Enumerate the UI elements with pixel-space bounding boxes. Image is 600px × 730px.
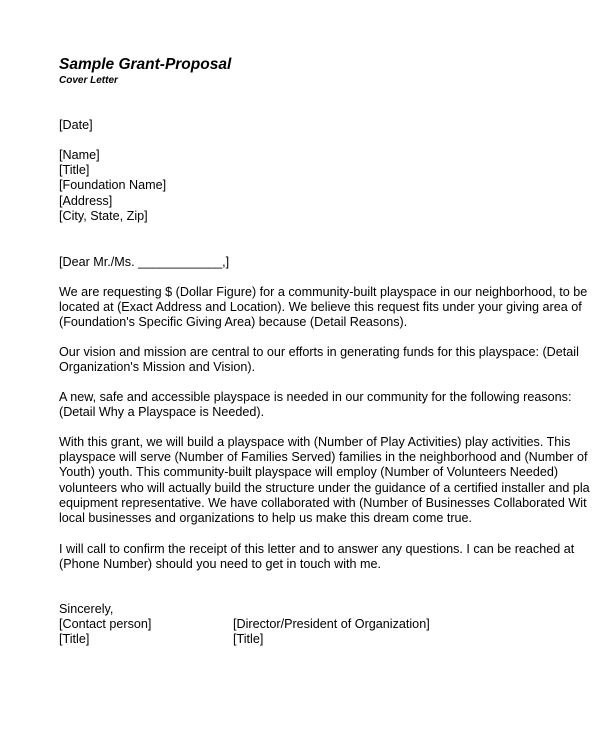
recipient-name: [Name] [59, 148, 100, 162]
recipient-address-line: [Address] [59, 193, 113, 208]
date-line [59, 118, 93, 133]
signature-contact-person: [Contact person] [59, 617, 152, 631]
closing [59, 602, 113, 617]
closing-text: Sincerely, [59, 602, 114, 616]
paragraph-line: Organization's Mission and Vision). [59, 360, 256, 375]
paragraph-line: playspace will serve (Number of Families Served) families in the neighborhood and (Number of [59, 450, 588, 465]
paragraph-line: located at (Exact Address and Location). We believe this request fits under your giving area of [59, 300, 582, 315]
salutation-text: [Dear Mr./Ms. ____________,] [59, 255, 230, 269]
paragraph-line: (Detail Why a Playspace is Needed). [59, 405, 265, 420]
recipient-title: [Title] [59, 163, 90, 178]
paragraph-mission [59, 345, 579, 375]
paragraph-line: Our vision and mission are central to our efforts in generating funds for this playspace: (Detail [59, 345, 579, 359]
paragraph-line: local businesses and organizations to help us make this dream come true. [59, 510, 473, 525]
recipient-address [59, 148, 166, 224]
signature-contact-title: [Title] [59, 632, 90, 647]
recipient-foundation: [Foundation Name] [59, 178, 167, 193]
paragraph-line: (Foundation's Specific Giving Area) because (Detail Reasons). [59, 315, 408, 330]
paragraph-plan [59, 435, 590, 526]
paragraph-request [59, 285, 587, 331]
signature-director-title: [Title] [233, 632, 264, 647]
signature-director: [Director/President of Organization] [233, 617, 430, 631]
signature-left [59, 617, 151, 647]
paragraph-line: equipment representative. We have collaborated with (Number of Businesses Collaborated Wit [59, 495, 587, 510]
paragraph-line: With this grant, we will build a playspace with (Number of Play Activities) play activities. This [59, 435, 571, 449]
signature-right [233, 617, 430, 647]
paragraph-followup [59, 542, 574, 572]
paragraph-line: volunteers who will actually build the structure under the guidance of a certified installer and pla [59, 480, 590, 495]
paragraph-line: I will call to confirm the receipt of this letter and to answer any questions. I can be reached at [59, 542, 575, 556]
document-title: Sample Grant-Proposal [59, 56, 232, 73]
recipient-city-state-zip: [City, State, Zip] [59, 208, 148, 223]
paragraph-line: (Phone Number) should you need to get in touch with me. [59, 557, 382, 572]
salutation [59, 255, 229, 270]
paragraph-need [59, 390, 571, 420]
paragraph-line: We are requesting $ (Dollar Figure) for a community-built playspace in our neighborhood, to be [59, 285, 588, 299]
date-text: [Date] [59, 118, 93, 132]
paragraph-line: A new, safe and accessible playspace is needed in our community for the following reasons: [59, 390, 572, 404]
paragraph-line: Youth) youth. This community-built playspace will employ (Number of Volunteers Needed) [59, 465, 559, 480]
document-subtitle: Cover Letter [59, 75, 118, 86]
